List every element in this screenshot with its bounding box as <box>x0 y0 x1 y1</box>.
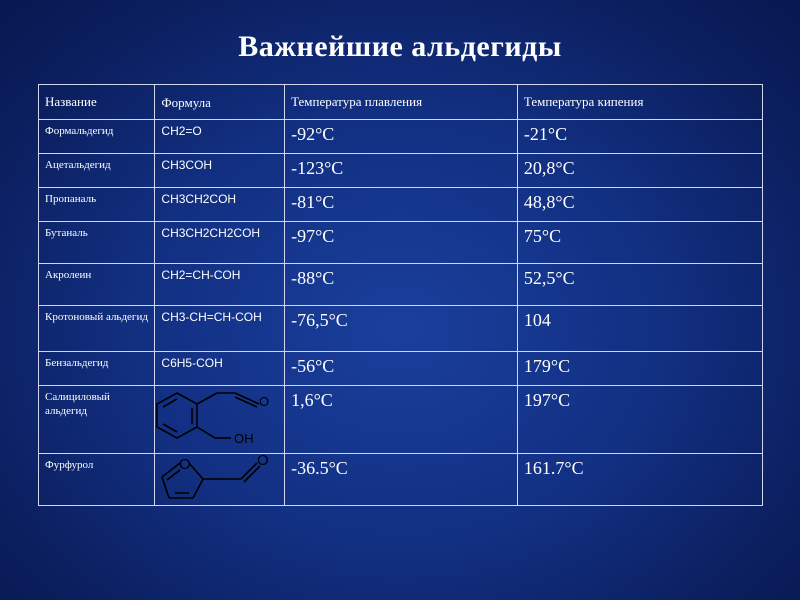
row-boiling-point: 75°C <box>517 222 762 264</box>
row-formula: CH2=O <box>155 120 285 154</box>
slide-title: Важнейшие альдегиды <box>238 30 562 63</box>
row-boiling-point: 52,5°C <box>517 264 762 306</box>
row-boiling-point: -21°C <box>517 120 762 154</box>
table-row <box>39 154 763 188</box>
table-row <box>39 120 763 154</box>
row-name: Кротоновый альдегид <box>39 306 155 352</box>
row-melting-point: -56°C <box>285 352 518 386</box>
molecule-atom-label: O <box>259 394 270 409</box>
table-row <box>39 264 763 306</box>
molecule-atom-label: O <box>179 456 192 473</box>
molecule-atom-label: OH <box>234 431 254 446</box>
row-name: Фурфурол <box>39 454 155 506</box>
header-name: Название <box>39 85 155 120</box>
table-row <box>39 222 763 264</box>
row-melting-point: -88°C <box>285 264 518 306</box>
row-melting-point: -123°C <box>285 154 518 188</box>
table-header-row <box>39 85 763 120</box>
row-boiling-point: 20,8°C <box>517 154 762 188</box>
table-row <box>39 352 763 386</box>
aldehydes-table <box>38 84 763 506</box>
row-melting-point: -36.5°C <box>285 454 518 506</box>
salicylaldehyde-structure-icon <box>155 386 290 452</box>
table-row <box>39 188 763 222</box>
row-boiling-point: 179°C <box>517 352 762 386</box>
row-melting-point: -92°C <box>285 120 518 154</box>
row-formula: C6H5-COH <box>155 352 285 386</box>
row-melting-point: -76,5°C <box>285 306 518 352</box>
row-boiling-point: 197°C <box>517 386 762 454</box>
row-name: Акролеин <box>39 264 155 306</box>
row-boiling-point: 161.7°C <box>517 454 762 506</box>
row-name: Салициловый альдегид <box>39 386 155 454</box>
row-name: Ацетальдегид <box>39 154 155 188</box>
row-name: Формальдегид <box>39 120 155 154</box>
table-row <box>39 306 763 352</box>
table-row <box>39 454 763 506</box>
row-boiling-point: 104 <box>517 306 762 352</box>
salicylaldehyde-structure <box>155 386 285 454</box>
row-formula: CH3CH2CH2COH <box>155 222 285 264</box>
furfural-structure <box>155 454 285 506</box>
header-melting-point: Температура плавления <box>285 85 518 120</box>
row-name: Бутаналь <box>39 222 155 264</box>
header-formula: Формула <box>155 85 285 120</box>
row-melting-point: -81°C <box>285 188 518 222</box>
row-melting-point: -97°C <box>285 222 518 264</box>
row-formula: CH3-CH=CH-COH <box>155 306 285 352</box>
row-name: Бензальдегид <box>39 352 155 386</box>
table-row <box>39 386 763 454</box>
row-boiling-point: 48,8°C <box>517 188 762 222</box>
molecule-atom-label: O <box>257 452 270 469</box>
row-name: Пропаналь <box>39 188 155 222</box>
row-formula: CH3CH2COH <box>155 188 285 222</box>
furfural-structure-icon <box>155 454 290 504</box>
row-formula: CH3COH <box>155 154 285 188</box>
row-formula: CH2=CH-COH <box>155 264 285 306</box>
header-boiling-point: Температура кипения <box>517 85 762 120</box>
row-melting-point: 1,6°C <box>285 386 518 454</box>
